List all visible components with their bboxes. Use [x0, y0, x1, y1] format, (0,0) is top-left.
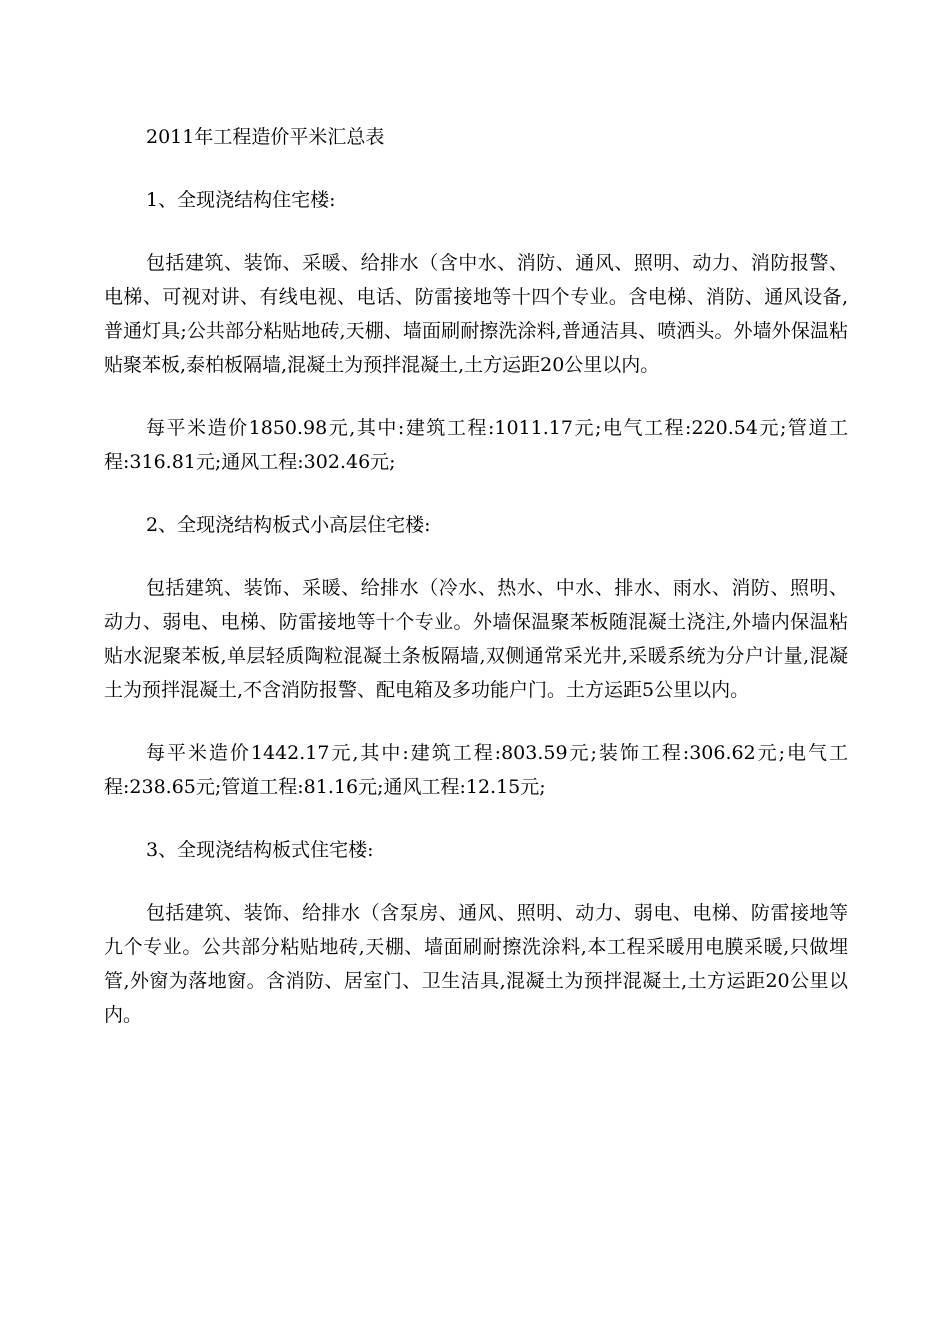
section-1-heading: 1、全现浇结构住宅楼: — [146, 189, 336, 211]
spacer — [104, 542, 848, 571]
spacer — [104, 382, 848, 411]
section-1-cost: 每平米造价1850.98元,其中:建筑工程:1011.17元;电气工程:220.54元;管道工程:316.81元;通风工程:302.46元; — [104, 417, 848, 473]
spacer — [104, 867, 848, 896]
document-title: 2011年工程造价平米汇总表 — [146, 126, 385, 148]
spacer — [104, 154, 848, 183]
section-2-description: 包括建筑、装饰、采暖、给排水（冷水、热水、中水、排水、雨水、消防、照明、动力、弱电、电梯、防雷接地等十个专业。外墙保温聚苯板随混凝土浇注,外墙内保温粘贴水泥聚苯板,单层轻质陶粒混凝土条板隔墙,双侧通常采光井,采暖系统为分户计量,混凝土为预拌混凝土,不含消防报警、配电箱及多功能户门。土方运距5公里以内。 — [104, 577, 848, 701]
section-3-description: 包括建筑、装饰、给排水（含泵房、通风、照明、动力、弱电、电梯、防雷接地等九个专业。公共部分粘贴地砖,天棚、墙面刷耐擦洗涂料,本工程采暖用电膜采暖,只做埋管,外窗为落地窗。含消防、居室门、卫生洁具,混凝土为预拌混凝土,土方运距20公里以内。 — [104, 902, 848, 1026]
spacer — [104, 707, 848, 736]
spacer — [104, 479, 848, 508]
spacer — [104, 804, 848, 833]
section-2-cost: 每平米造价1442.17元,其中:建筑工程:803.59元;装饰工程:306.62元;电气工程:238.65元;管道工程:81.16元;通风工程:12.15元; — [104, 742, 848, 798]
spacer — [104, 217, 848, 246]
section-2-heading: 2、全现浇结构板式小高层住宅楼: — [146, 514, 431, 536]
section-3-heading: 3、全现浇结构板式住宅楼: — [146, 839, 374, 861]
section-1-description: 包括建筑、装饰、采暖、给排水（含中水、消防、通风、照明、动力、消防报警、电梯、可视对讲、有线电视、电话、防雷接地等十四个专业。含电梯、消防、通风设备,普通灯具;公共部分粘贴地砖,天棚、墙面刷耐擦洗涂料,普通洁具、喷洒头。外墙外保温粘贴聚苯板,泰柏板隔墙,混凝土为预拌混凝土,土方运距20公里以内。 — [104, 252, 848, 376]
document-body — [104, 120, 848, 1032]
